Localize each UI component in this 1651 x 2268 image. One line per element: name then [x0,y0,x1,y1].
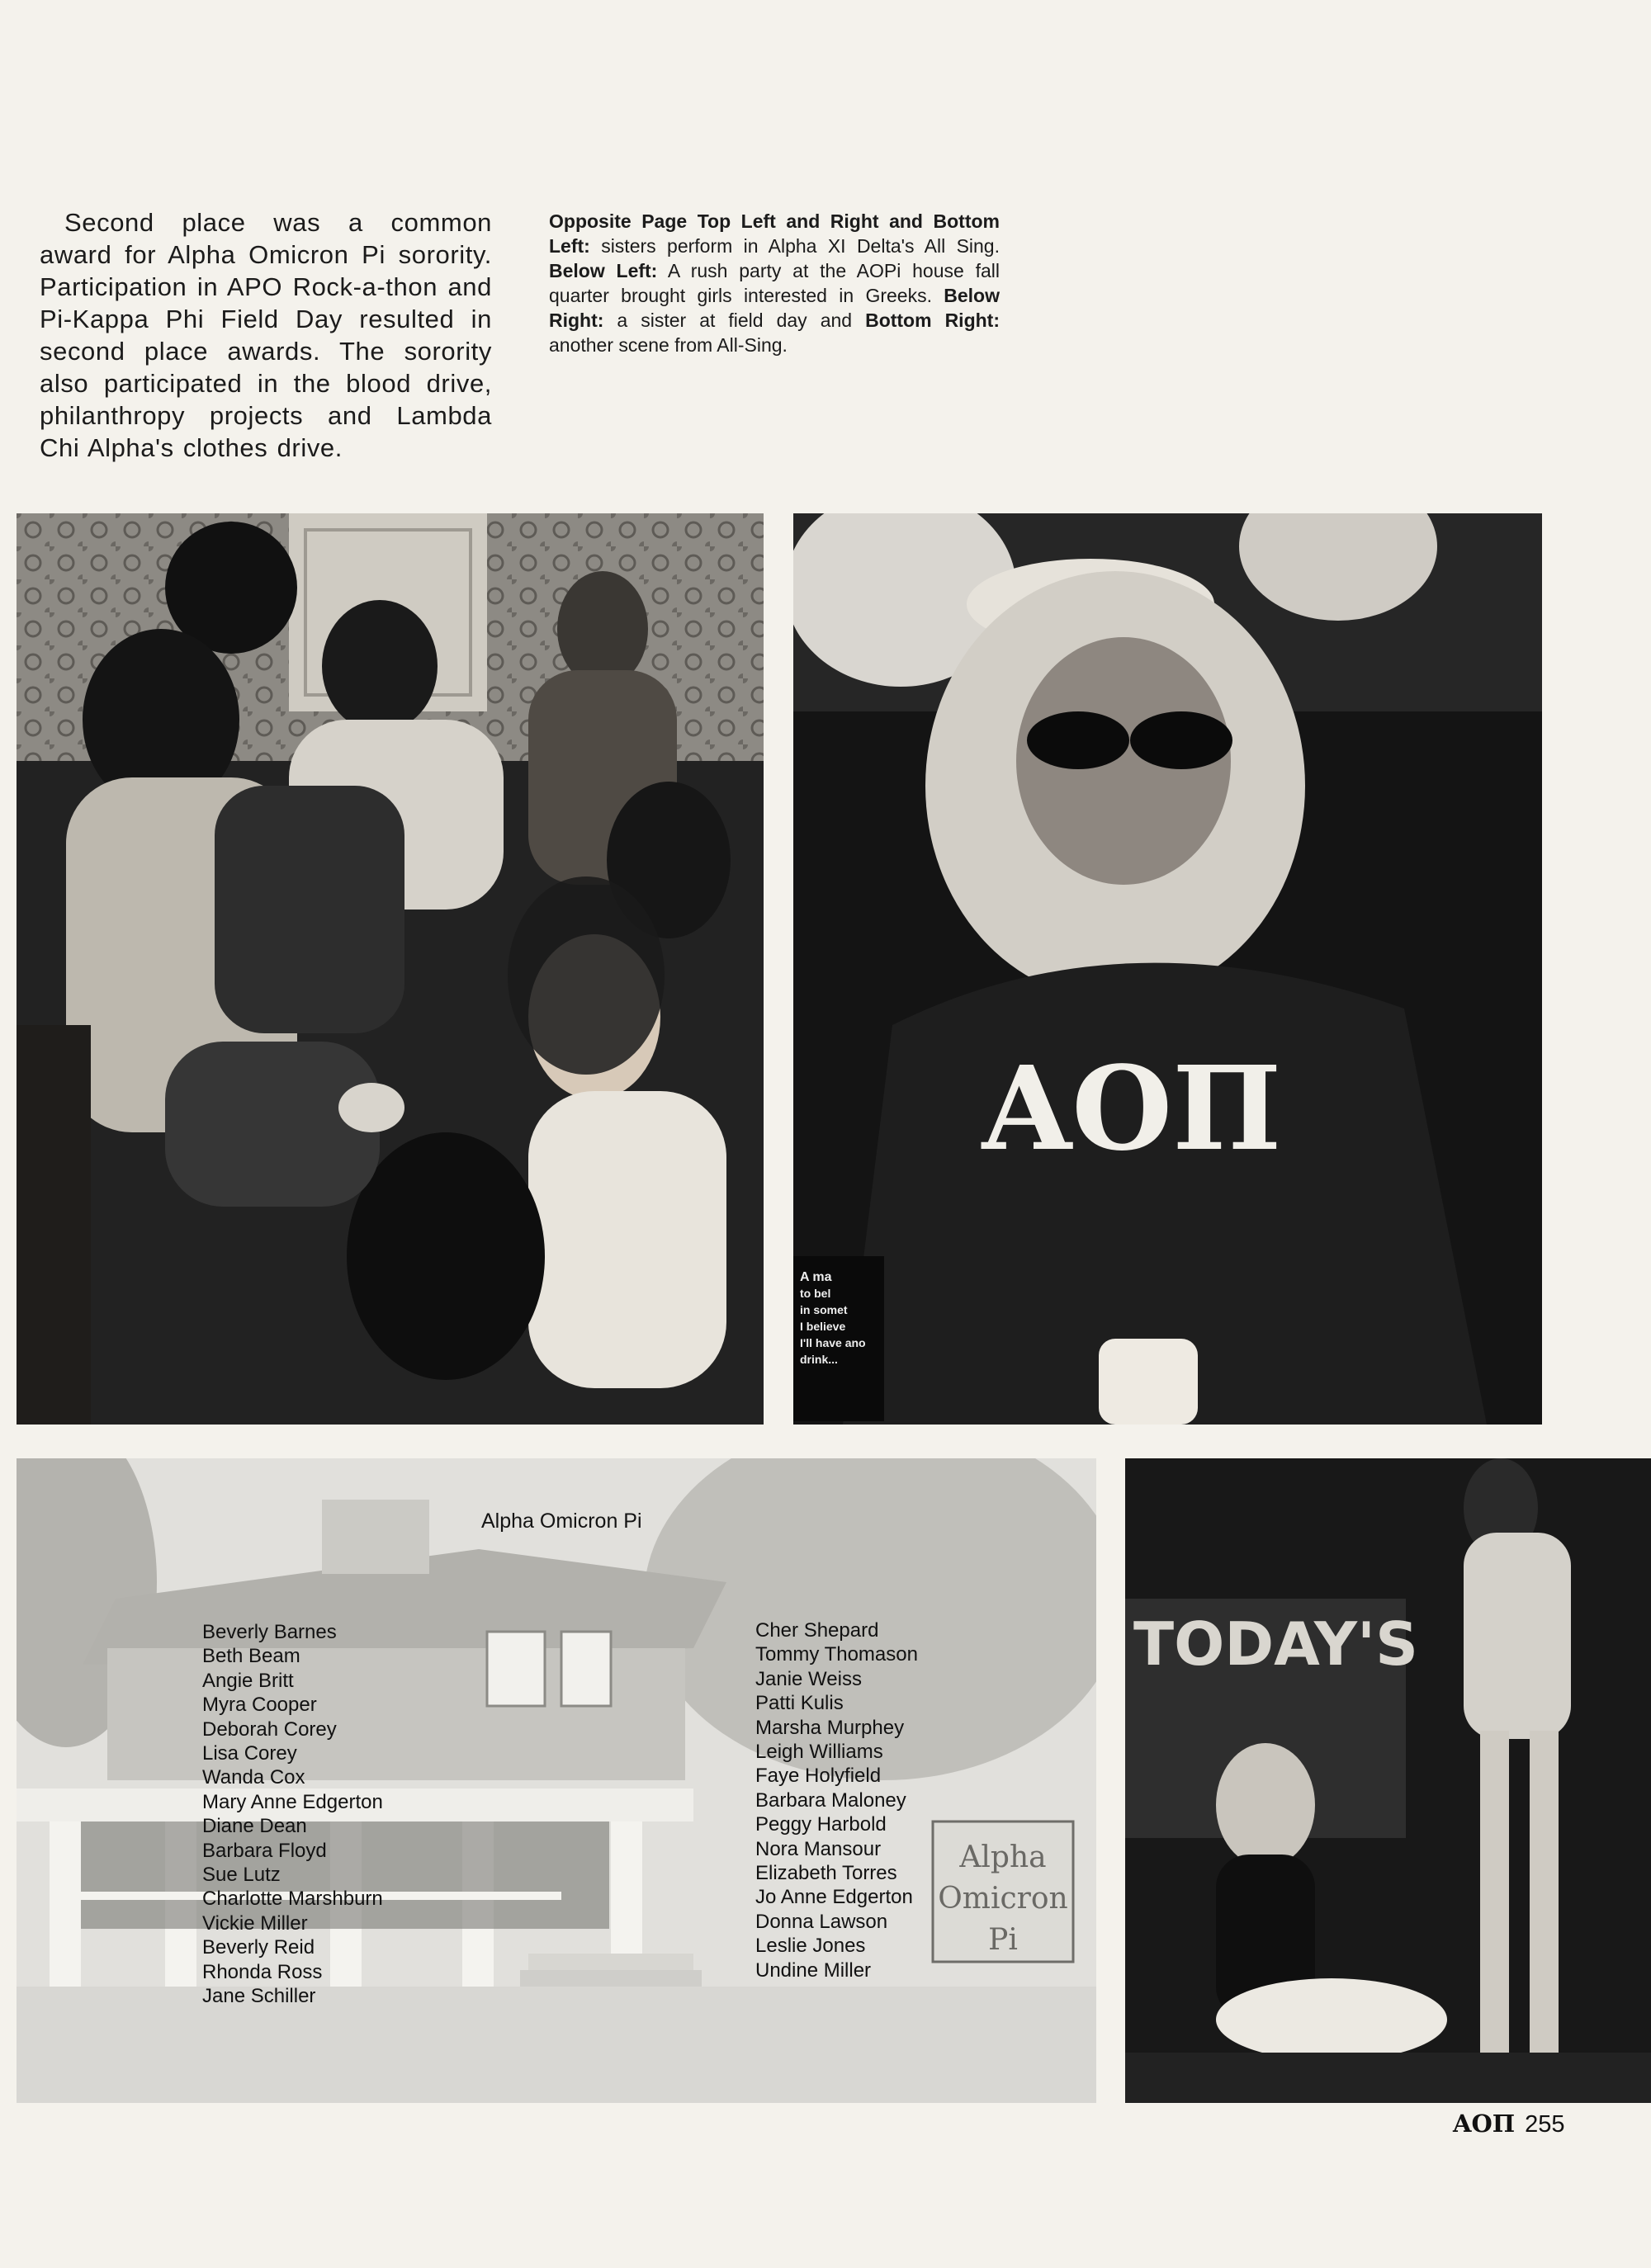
all-sing-photo [793,513,1542,1425]
list-item: Charlotte Marshburn [202,1888,383,1911]
list-item: Donna Lawson [755,1910,888,1933]
page-number: 255 [1525,2111,1565,2138]
folio-letters: AOΠ [1453,2110,1516,2138]
list-item: Barbara Floyd [202,1839,327,1862]
list-item: Tommy Thomason [755,1643,918,1666]
stage-banner-text: TODAY'S [1133,1609,1418,1679]
list-item: Mary Anne Edgerton [202,1790,383,1813]
list-item: Leslie Jones [755,1935,866,1958]
house-sign-line-2: Omicron [938,1882,1068,1916]
list-item: Jo Anne Edgerton [755,1886,913,1909]
caption-text-opposite: sisters perform in Alpha XI Delta's All Sing. [589,235,1000,257]
list-item: Patti Kulis [755,1692,844,1715]
list-item: Deborah Corey [202,1718,337,1741]
poster-line-3: in somet [800,1303,848,1316]
list-item: Leigh Williams [755,1741,883,1764]
list-item: Wanda Cox [202,1766,305,1789]
list-item: Faye Holyfield [755,1765,882,1788]
page-folio [1453,2110,1565,2138]
poster-line-1: A ma [800,1270,832,1284]
caption-text-bottom-right: another scene from All-Sing. [549,334,788,356]
list-item: Sue Lutz [202,1864,281,1887]
poster-line-5: I'll have ano [800,1336,866,1349]
shirt-letters: AOΠ [982,1042,1282,1177]
caption-label-below-right: Below Right: [549,285,1000,331]
list-item: Beverly Reid [202,1936,315,1959]
list-item: Barbara Maloney [755,1788,906,1812]
all-sing-stage-photo [1125,1458,1651,2103]
caption-label-below-left: Below Left: [549,260,658,281]
list-item: Myra Cooper [202,1694,317,1717]
list-item: Janie Weiss [755,1667,862,1690]
body-paragraph: Second place was a common award for Alpha Omicron Pi sorority. Participation in APO Rock-a-thon and Pi-Kappa Phi Field Day resulted in second place awards. The sorority also participated in the blood drive, philanthropy projects and Lambda Chi Alpha's clothes drive. [40,208,492,462]
list-item: Beverly Barnes [202,1621,337,1643]
list-item: Cher Shepard [755,1619,879,1642]
house-photo-title: Alpha Omicron Pi [481,1510,642,1533]
list-item: Lisa Corey [202,1742,297,1765]
caption-label-opposite: Opposite Page Top Left and Right and Bottom Left: [549,210,1000,257]
house-sign-line-1: Alpha [959,1840,1047,1874]
list-item: Elizabeth Torres [755,1862,897,1885]
list-item: Peggy Harbold [755,1813,887,1836]
sorority-house-photo [17,1458,1096,2103]
list-item: Angie Britt [202,1669,294,1692]
caption-text-below-right: a sister at field day and [603,309,866,331]
house-sign-line-3: Pi [988,1923,1018,1957]
photo-caption [549,209,1000,357]
list-item: Rhonda Ross [202,1960,323,1983]
list-item: Marsha Murphey [755,1716,905,1739]
caption-text-below-left: A rush party at the AOPi house fall quarter brought girls interested in Greeks. [549,260,1000,306]
list-item: Vickie Miller [202,1911,308,1935]
list-item: Nora Mansour [755,1837,882,1860]
poster-line-2: to bel [800,1287,831,1300]
poster-line-6: drink... [800,1353,838,1366]
list-item: Diane Dean [202,1815,307,1838]
list-item: Undine Miller [755,1959,872,1982]
list-item: Jane Schiller [202,1985,316,2008]
caption-label-bottom-right: Bottom Right: [865,309,1000,331]
rush-party-photo [17,513,764,1425]
poster-line-4: I believe [800,1320,846,1333]
list-item: Beth Beam [202,1645,300,1668]
member-list-left [202,1620,383,2009]
member-list-right [755,1618,918,1982]
